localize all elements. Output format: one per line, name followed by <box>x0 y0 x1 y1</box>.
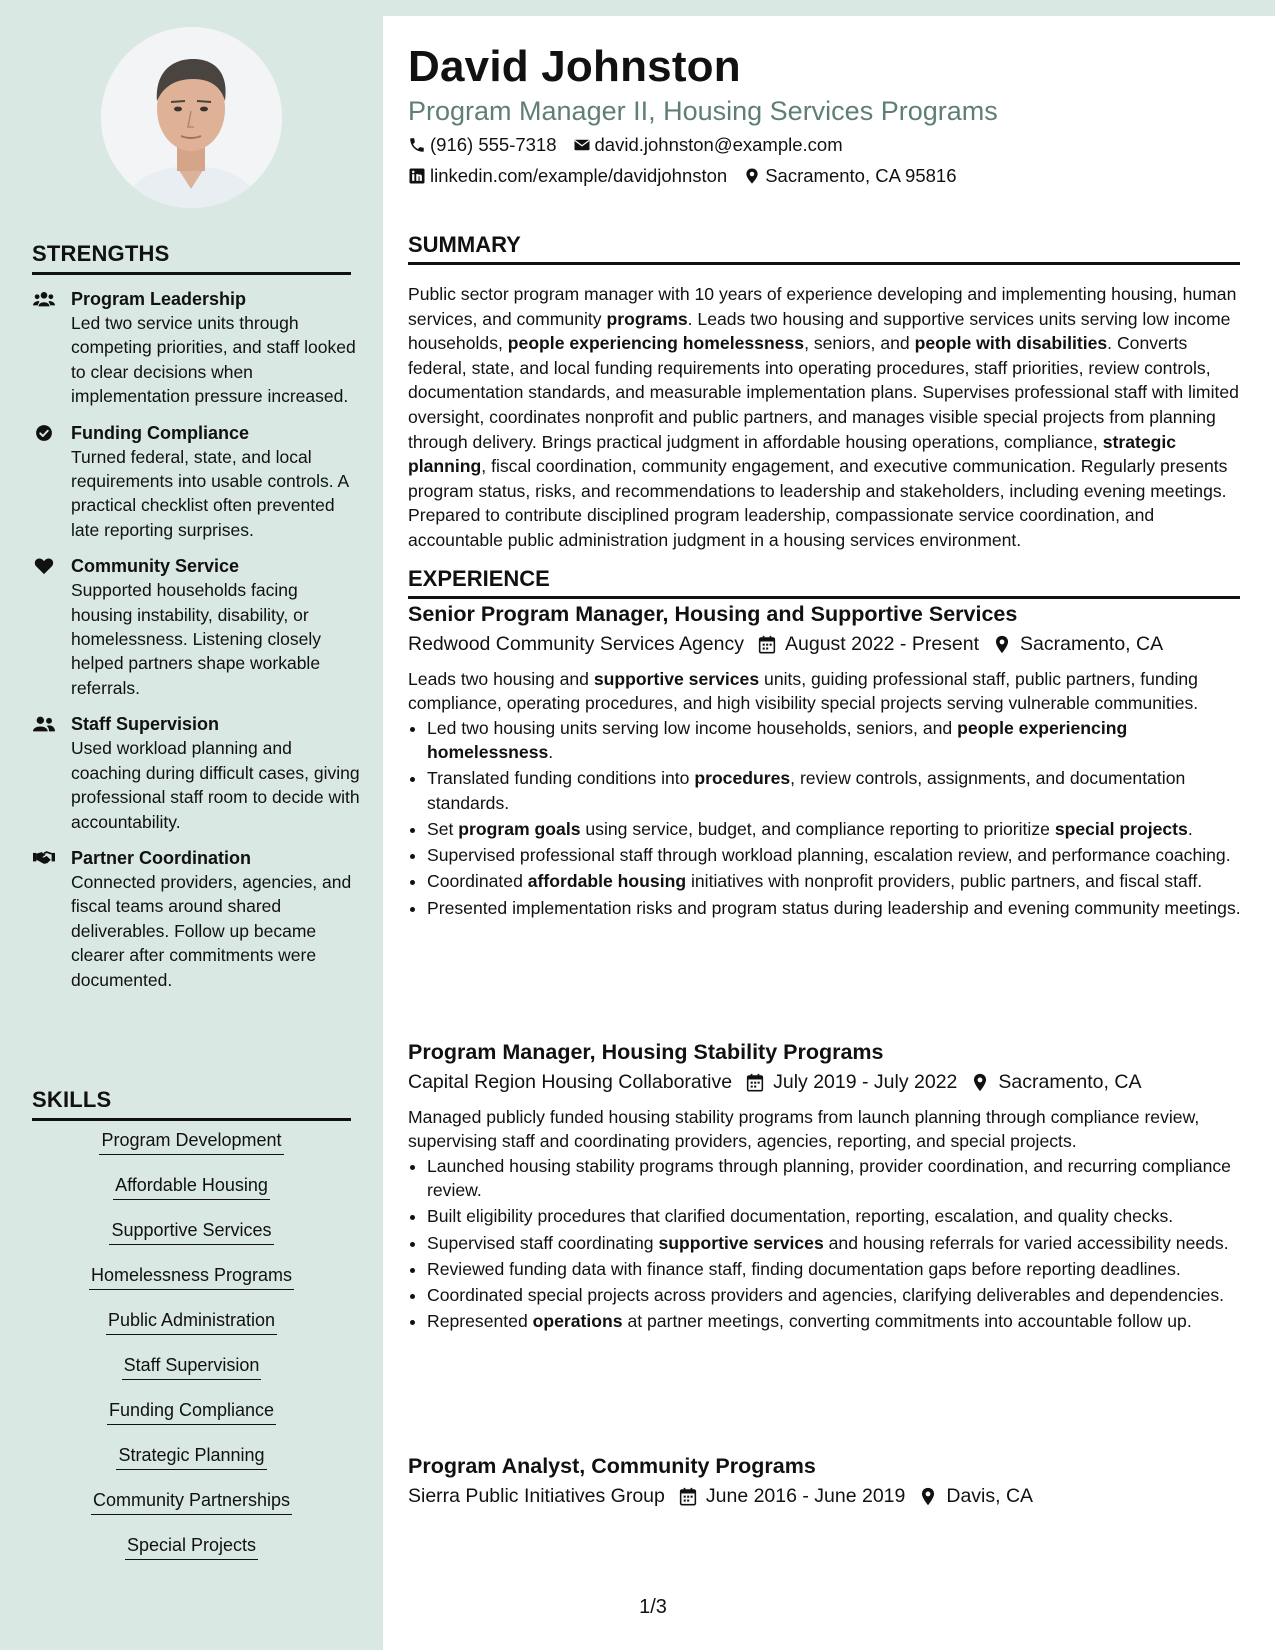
job-bullet: • Coordinated special projects across providers and agencies, clarifying deliverables and dependencies. <box>427 1283 1243 1307</box>
strength-item <box>32 846 362 992</box>
job-bullet: • Reviewed funding data with finance staff, finding documentation gaps before reporting deadlines. <box>427 1257 1243 1281</box>
job-bullet: • Presented implementation risks and program status during leadership and evening community meetings. <box>427 896 1243 920</box>
skill-tag: Strategic Planning <box>116 1443 266 1470</box>
strength-title: Program Leadership <box>71 289 247 309</box>
calendar-icon <box>679 1487 697 1506</box>
job-intro: Leads two housing and supportive services units, guiding professional staff, public partners, funding compliance, operating procedures, and high visibility special projects serving vulnerable communities. <box>408 669 1199 714</box>
summary-heading: SUMMARY <box>408 232 1240 265</box>
linkedin-icon <box>408 167 426 185</box>
profile-photo <box>101 27 282 208</box>
skill-tag: Community Partnerships <box>91 1488 292 1515</box>
location-contact <box>743 164 956 188</box>
job-company: Sierra Public Initiatives Group <box>408 1485 665 1507</box>
job-description <box>408 667 1243 922</box>
phone-text: (916) 555-7318 <box>430 134 557 155</box>
job-title: Program Manager, Housing Stability Programs <box>408 1040 884 1064</box>
job-company: Capital Region Housing Collaborative <box>408 1071 733 1093</box>
sidebar <box>0 0 383 1650</box>
strengths-list <box>32 287 362 1004</box>
skill-tag: Staff Supervision <box>122 1353 262 1380</box>
job-bullet: • Supervised professional staff through workload planning, escalation review, and performance coaching. <box>427 843 1243 867</box>
strength-item <box>32 421 362 543</box>
job-bullet: • Built eligibility procedures that clarified documentation, reporting, escalation, and quality checks. <box>427 1204 1243 1228</box>
job-description <box>408 1105 1243 1335</box>
candidate-title: Program Manager II, Housing Services Programs <box>408 96 998 126</box>
linkedin-contact[interactable] <box>408 164 727 188</box>
job-bullet: • Translated funding conditions into procedures, review controls, assignments, and documentation standards. <box>427 766 1243 815</box>
skills-list <box>32 1128 351 1578</box>
job-dates: July 2019 - July 2022 <box>773 1071 958 1093</box>
skills-heading: SKILLS <box>32 1087 351 1121</box>
strength-item <box>32 554 362 700</box>
experience-heading: EXPERIENCE <box>408 566 1240 599</box>
job-bullet: • Launched housing stability programs through planning, provider coordination, and recurring compliance review. <box>427 1154 1243 1203</box>
main-content <box>383 16 1275 1650</box>
job-bullet: • Coordinated affordable housing initiatives with nonprofit providers, public partners, and fiscal staff. <box>427 869 1243 893</box>
strength-title: Staff Supervision <box>71 714 220 735</box>
summary-text: Public sector program manager with 10 years of experience developing and implementing housing, human services, and community programs. Leads two housing and supportive services units serving low income households, people experiencing homelessness, seniors, and people with disabilities. Converts federal, state, and local funding requirements into operating procedures, staff priorities, review controls, documentation standards, and measurable implementation plans. Supervises professional staff with limited oversight, coordinates nonprofit and public partners, and manages visible special projects from planning through delivery. Brings practical judgment in affordable housing operations, compliance, strategic planning, fiscal coordination, community engagement, and executive communication. Regularly presents program status, risks, and recommendations to leadership and stakeholders, including evening meetings. Prepared to contribute disciplined program leadership, compassionate service coordination, and accountable public administration judgment in a housing services environment. <box>408 284 1239 550</box>
phone-icon <box>408 136 426 154</box>
job-bullet: • Set program goals using service, budget, and compliance reporting to prioritize special projects. <box>427 817 1243 841</box>
page-number: 1/3 <box>639 1596 667 1618</box>
strength-title: Community Service <box>71 556 240 577</box>
skill-tag: Homelessness Programs <box>89 1263 294 1290</box>
job-title: Senior Program Manager, Housing and Supportive Services <box>408 602 1018 626</box>
candidate-name: David Johnston <box>408 42 741 91</box>
map-pin-icon <box>743 167 761 185</box>
strength-item <box>32 287 362 409</box>
skill-tag: Public Administration <box>106 1308 277 1335</box>
skill-tag: Program Development <box>99 1128 283 1155</box>
strength-title: Funding Compliance <box>71 422 249 443</box>
job-company: Redwood Community Services Agency <box>408 633 744 655</box>
job-dates: June 2016 - June 2019 <box>705 1485 906 1507</box>
location-text: Sacramento, CA 95816 <box>765 165 957 186</box>
skill-tag: Funding Compliance <box>107 1398 276 1425</box>
strength-desc: Used workload planning and coaching during difficult cases, giving professional staff room to decide with accountability. <box>71 738 360 832</box>
strength-desc: Turned federal, state, and local requirements into usable controls. A practical checklist often prevented late reporting surprises. <box>71 446 349 540</box>
envelope-icon <box>573 136 591 154</box>
user-group-icon <box>32 714 56 734</box>
strength-desc: Led two service units through competing priorities, and staff looked to clear decisions when implementation pressure increased. <box>71 313 356 407</box>
job-meta <box>408 631 1163 657</box>
skill-tag: Affordable Housing <box>113 1173 270 1200</box>
calendar-icon <box>758 635 776 654</box>
job-bullet: • Supervised staff coordinating supportive services and housing referrals for varied accessibility needs. <box>427 1231 1243 1255</box>
job-location: Sacramento, CA <box>998 1071 1142 1093</box>
contact-row <box>408 133 843 157</box>
map-pin-icon <box>993 635 1011 654</box>
job-location: Davis, CA <box>946 1485 1034 1507</box>
map-pin-icon <box>919 1487 937 1506</box>
job-bullets <box>408 1154 1243 1334</box>
email-contact[interactable] <box>573 133 843 157</box>
email-text: david.johnston@example.com <box>594 134 843 155</box>
strength-desc: Supported households facing housing instability, disability, or homelessness. Listening closely helped partners shape workable referrals. <box>71 580 321 698</box>
linkedin-text: linkedin.com/example/davidjohnston <box>430 165 728 186</box>
job-title: Program Analyst, Community Programs <box>408 1454 816 1478</box>
strength-item <box>32 712 362 834</box>
job-dates: August 2022 - Present <box>785 633 980 655</box>
job-bullet: • Led two housing units serving low income households, seniors, and people experiencing homelessness. <box>427 716 1243 765</box>
job-intro: Managed publicly funded housing stability programs from launch planning through compliance review, supervising staff and coordinating providers, agencies, reporting, and special projects. <box>408 1107 1200 1152</box>
job-bullet: • Represented operations at partner meetings, converting commitments into accountable follow up. <box>427 1309 1243 1333</box>
contact-row-2 <box>408 164 957 188</box>
check-circle-icon <box>32 423 56 443</box>
calendar-icon <box>746 1073 764 1092</box>
job-meta <box>408 1483 1033 1509</box>
job-location: Sacramento, CA <box>1020 633 1164 655</box>
job-bullets <box>408 716 1243 920</box>
map-pin-icon <box>971 1073 989 1092</box>
phone-contact[interactable] <box>408 133 557 157</box>
strength-desc: Connected providers, agencies, and fiscal teams around shared deliverables. Follow up became clearer after commitments were documented. <box>71 871 352 990</box>
skill-tag: Supportive Services <box>109 1218 273 1245</box>
strength-title: Partner Coordination <box>71 847 252 868</box>
strengths-heading: STRENGTHS <box>32 241 351 275</box>
heart-icon <box>32 556 56 576</box>
skill-tag: Special Projects <box>125 1533 258 1560</box>
handshake-icon <box>32 848 56 868</box>
job-meta <box>408 1069 1141 1095</box>
users-icon <box>32 289 56 309</box>
